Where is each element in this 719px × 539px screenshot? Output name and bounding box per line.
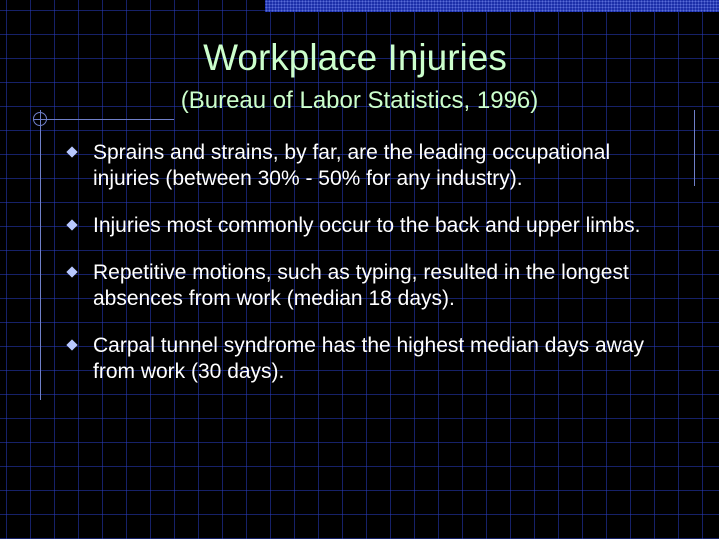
bullet-list xyxy=(64,140,674,406)
bullet-text: Sprains and strains, by far, are the leading occupational injuries (between 30% - 50% for any industry). xyxy=(93,141,611,190)
decorative-right-line xyxy=(694,110,695,186)
diamond-bullet-icon xyxy=(66,219,77,230)
bullet-text: Injuries most commonly occur to the back and upper limbs. xyxy=(93,214,641,237)
diamond-bullet-icon xyxy=(66,339,77,350)
top-accent-band xyxy=(265,0,719,12)
bullet-text: Carpal tunnel syndrome has the highest median days away from work (30 days). xyxy=(93,334,644,383)
diamond-bullet-icon xyxy=(66,146,77,157)
bullet-item xyxy=(64,333,674,385)
decorative-horizontal-line xyxy=(34,119,174,120)
bullet-text: Repetitive motions, such as typing, resulted in the longest absences from work (median 18 days). xyxy=(93,261,629,310)
diamond-bullet-icon xyxy=(66,266,77,277)
bullet-item xyxy=(64,260,674,312)
bullet-item xyxy=(64,140,674,192)
bullet-item xyxy=(64,213,674,239)
slide-subtitle: (Bureau of Labor Statistics, 1996) xyxy=(180,87,539,114)
decorative-vertical-line xyxy=(40,110,41,400)
slide-title: Workplace Injuries xyxy=(203,37,507,78)
